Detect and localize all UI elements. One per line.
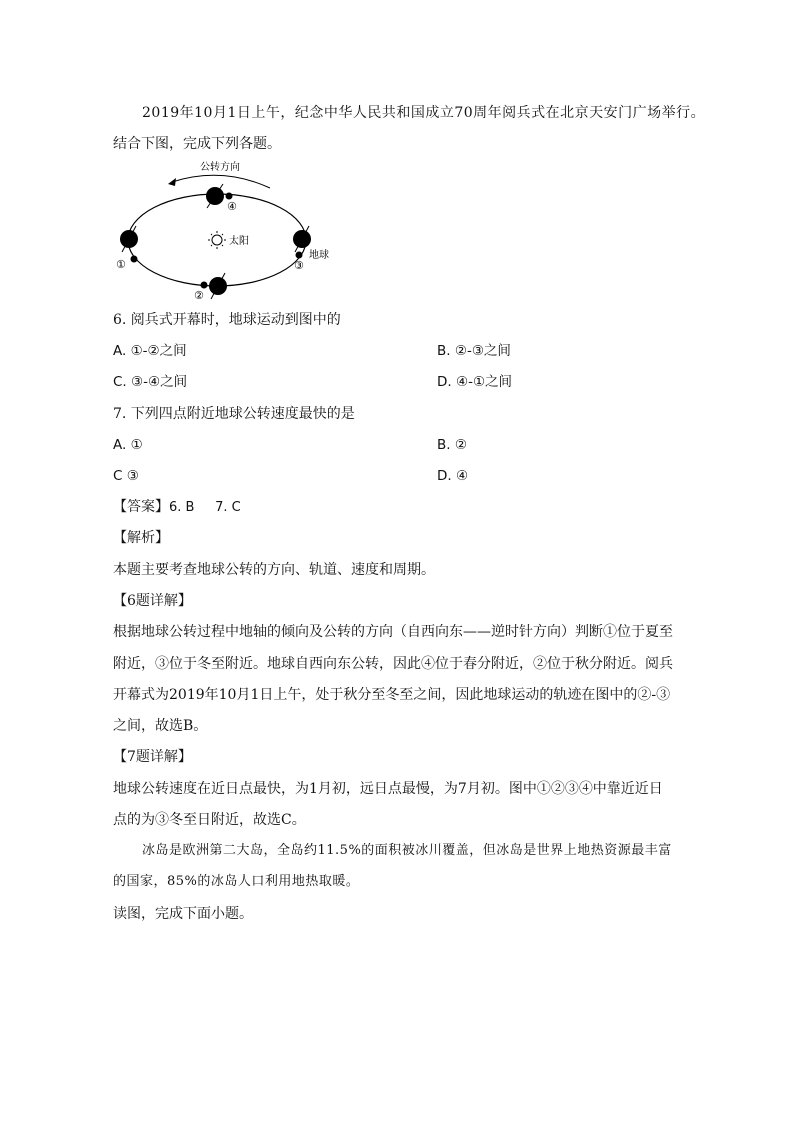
moon-right-icon	[296, 252, 303, 259]
passage2-line-1: 冰岛是欧洲第二大岛，全岛约11.5%的面积被冰川覆盖，但冰岛是世界上地热资源最丰富	[142, 843, 672, 858]
analysis-summary: 本题主要考查地球公转的方向、轨道、速度和周期。	[113, 562, 435, 578]
earth-right-icon	[293, 226, 311, 252]
q6-detail-line-2: 附近，③位于冬至附近。地球自西向东公转，因此④位于春分附近，②位于秋分附近。阅兵	[113, 656, 673, 672]
moon-left-icon	[131, 256, 138, 263]
moon-bottom-icon	[201, 282, 208, 289]
sun-label: 太阳	[229, 236, 249, 247]
q6-option-b: B. ②-③之间	[437, 343, 511, 359]
orbit-direction-arrow	[172, 175, 270, 188]
orbit-ellipse	[128, 194, 306, 286]
q7-stem: 7. 下列四点附近地球公转速度最快的是	[113, 406, 355, 422]
analysis-label: 【解析】	[113, 530, 169, 546]
q7-detail-line-1: 地球公转速度在近日点最快，为1月初，远日点最慢，为7月初。图中①②③④中靠近近日	[113, 781, 663, 797]
passage2-line-2: 的国家，85%的冰岛人口利用地热取暖。	[113, 874, 360, 889]
marker-2: ②	[194, 289, 204, 302]
q6-stem: 6. 阅兵式开幕时，地球运动到图中的	[113, 312, 341, 328]
marker-1: ①	[116, 258, 126, 271]
q6-detail-line-3: 开幕式为2019年10月1日上午，处于秋分至冬至之间，因此地球运动的轨迹在图中的②-③	[113, 687, 671, 703]
intro-line-2: 结合下图，完成下列各题。	[113, 136, 281, 152]
sun-icon	[208, 231, 226, 249]
answer-text: 6. B 7. C	[169, 500, 241, 515]
passage2-line-3: 读图，完成下面小题。	[113, 906, 253, 922]
earth-bottom-icon	[209, 273, 227, 299]
q6-option-c: C. ③-④之间	[113, 374, 188, 390]
q7-option-a: A. ①	[113, 437, 143, 453]
q6-option-d: D. ④-①之间	[437, 374, 513, 390]
marker-4: ④	[227, 200, 237, 213]
earth-top-icon	[206, 184, 224, 208]
earth-label: 地球	[309, 250, 329, 261]
arrow-head-icon	[168, 178, 176, 186]
q7-detail-line-2: 点的为③冬至日附近，故选C。	[113, 812, 306, 828]
q6-option-a: A. ①-②之间	[113, 343, 187, 359]
q6-detail-line-4: 之间，故选B。	[113, 718, 208, 734]
q7-detail-label: 【7题详解】	[113, 749, 192, 765]
q7-option-c: C ③	[113, 468, 139, 484]
intro-line-1: 2019年10月1日上午，纪念中华人民共和国成立70周年阅兵式在北京天安门广场举行。	[142, 105, 706, 121]
earth-orbit-diagram	[112, 158, 352, 303]
orbit-direction-label: 公转方向	[200, 162, 240, 173]
answer-label: 【答案】	[113, 499, 169, 515]
answer-line	[113, 497, 241, 518]
q7-option-b: B. ②	[437, 437, 467, 453]
q6-detail-label: 【6题详解】	[113, 593, 192, 609]
q6-detail-line-1: 根据地球公转过程中地轴的倾向及公转的方向（自西向东——逆时针方向）判断①位于夏至	[113, 624, 673, 640]
moon-top-icon	[226, 193, 233, 200]
marker-3: ③	[294, 259, 304, 272]
q7-option-d: D. ④	[437, 468, 469, 484]
